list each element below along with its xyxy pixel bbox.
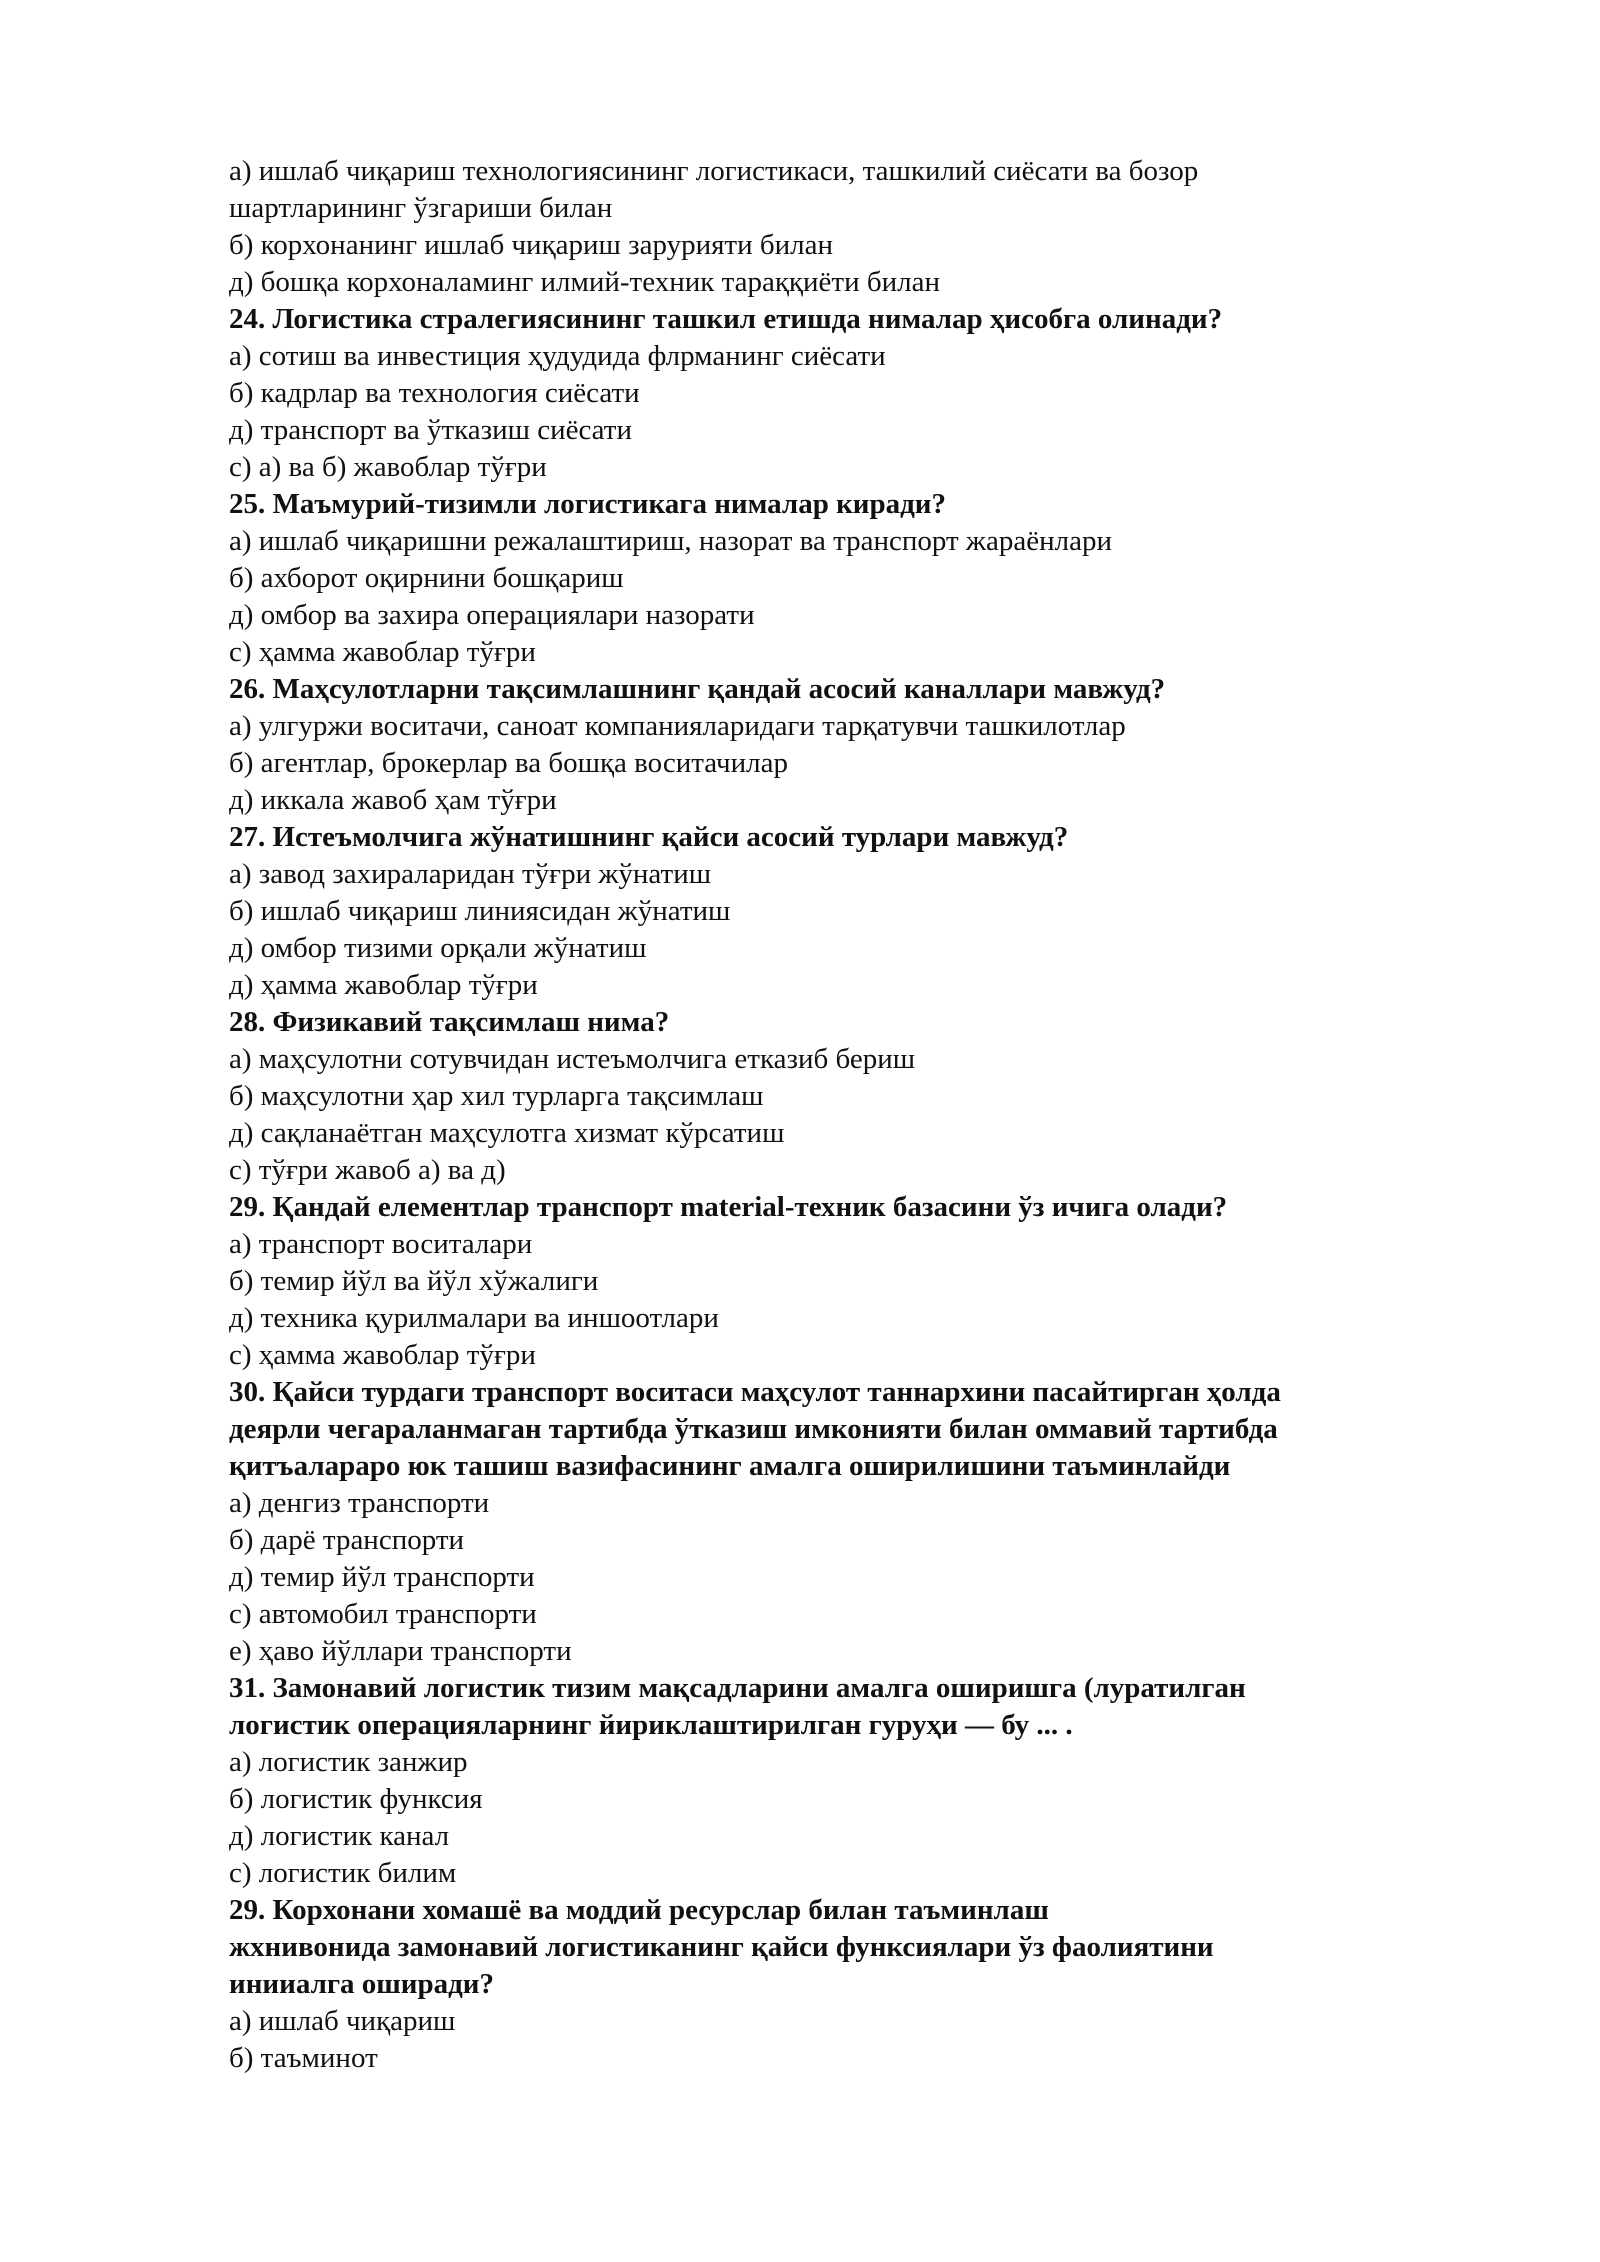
answer-option [229, 893, 1429, 930]
question-block [229, 301, 1429, 338]
question-block [229, 1189, 1429, 1226]
answer-option [229, 1115, 1429, 1152]
question-text-line: 25. Маъмурий-тизимли логистикага нималар киради? [229, 488, 946, 520]
question-block [229, 1004, 1429, 1041]
answer-option [229, 708, 1429, 745]
question-block [229, 486, 1429, 523]
question-text-line: деярли чегараланмаган тартибда ўтказиш имконияти билан оммавий тартибда [229, 1413, 1278, 1445]
answer-text-line: д) ҳамма жавоблар тўғри [229, 969, 538, 1001]
answer-text-line: с) логистик билим [229, 1857, 457, 1889]
answer-text-line: е) ҳаво йўллари транспорти [229, 1635, 572, 1667]
answer-option [229, 2003, 1429, 2040]
answer-text-line: б) агентлар, брокерлар ва бошқа воситачилар [229, 747, 788, 779]
answer-option [229, 1855, 1429, 1892]
question-text-line: 26. Маҳсулотларни тақсимлашнинг қандай асосий каналлари мавжуд? [229, 673, 1166, 705]
answer-option [229, 1263, 1429, 1300]
answer-text-line: а) ишлаб чиқариш [229, 2005, 456, 2037]
answer-text-line: д) сақланаётган маҳсулотга хизмат кўрсатиш [229, 1117, 785, 1149]
answer-option [229, 856, 1429, 893]
answer-text-line: б) маҳсулотни ҳар хил турларга тақсимлаш [229, 1080, 764, 1112]
question-block [229, 1892, 1429, 2003]
answer-option [229, 153, 1429, 227]
answer-text-line: б) ишлаб чиқариш линиясидан жўнатиш [229, 895, 731, 927]
answer-option [229, 634, 1429, 671]
question-text-line: қитъалараро юк ташиш вазифасининг амалга оширилишини таъминлайди [229, 1450, 1231, 1482]
answer-option [229, 1226, 1429, 1263]
question-text-line: 29. Қандай елементлар транспорт material-техник базасини ўз ичига олади? [229, 1191, 1228, 1223]
answer-option [229, 1559, 1429, 1596]
answer-text-line: б) дарё транспорти [229, 1524, 465, 1556]
answer-text-line: с) ҳамма жавоблар тўғри [229, 636, 536, 668]
question-text-line: 24. Логистика стралегиясининг ташкил етишда нималар ҳисобга олинади? [229, 303, 1223, 335]
answer-option [229, 523, 1429, 560]
answer-text-line: а) транспорт воситалари [229, 1228, 533, 1260]
question-text-line: 27. Истеъмолчига жўнатишнинг қайси асосий турлари мавжуд? [229, 821, 1069, 853]
question-text-line: 30. Қайси турдаги транспорт воситаси маҳсулот таннархини пасайтирган ҳолда [229, 1376, 1281, 1408]
answer-text-line: а) логистик занжир [229, 1746, 468, 1778]
answer-option [229, 2040, 1429, 2077]
question-text-line: логистик операцияларнинг йириклаштирилган гуруҳи — бу ... . [229, 1709, 1073, 1741]
answer-option [229, 560, 1429, 597]
answer-option [229, 597, 1429, 634]
answer-option [229, 412, 1429, 449]
answer-text-line: б) ахборот оқирнини бошқариш [229, 562, 624, 594]
answer-text-line: с) тўғри жавоб а) ва д) [229, 1154, 506, 1186]
answer-option [229, 1633, 1429, 1670]
answer-text-line: шартларининг ўзгариши билан [229, 192, 613, 224]
answer-option [229, 449, 1429, 486]
answer-text-line: б) логистик функсия [229, 1783, 483, 1815]
question-block [229, 1374, 1429, 1485]
answer-text-line: д) омбор ва захира операциялари назорати [229, 599, 755, 631]
answer-text-line: с) автомобил транспорти [229, 1598, 537, 1630]
answer-text-line: с) ҳамма жавоблар тўғри [229, 1339, 536, 1371]
answer-option [229, 1337, 1429, 1374]
answer-option [229, 1596, 1429, 1633]
answer-text-line: а) улгуржи воситачи, саноат компанияларидаги тарқатувчи ташкилотлар [229, 710, 1126, 742]
question-block [229, 671, 1429, 708]
question-block [229, 1670, 1429, 1744]
answer-text-line: д) омбор тизими орқали жўнатиш [229, 932, 647, 964]
answer-option [229, 782, 1429, 819]
answer-option [229, 1152, 1429, 1189]
answer-option [229, 745, 1429, 782]
answer-text-line: б) кадрлар ва технология сиёсати [229, 377, 640, 409]
answer-text-line: а) завод захираларидан тўғри жўнатиш [229, 858, 712, 890]
answer-option [229, 338, 1429, 375]
answer-option [229, 264, 1429, 301]
answer-text-line: а) ишлаб чиқаришни режалаштириш, назорат ва транспорт жараёнлари [229, 525, 1112, 557]
question-text-line: жхнивонида замонавий логистиканинг қайси функсиялари ўз фаолиятини [229, 1931, 1214, 1963]
answer-text-line: а) маҳсулотни сотувчидан истеъмолчига етказиб бериш [229, 1043, 916, 1075]
answer-option [229, 1485, 1429, 1522]
answer-text-line: а) денгиз транспорти [229, 1487, 490, 1519]
answer-text-line: а) ишлаб чиқариш технологиясининг логистикаси, ташкилий сиёсати ва бозор [229, 155, 1199, 187]
question-text-line: 28. Физикавий тақсимлаш нима? [229, 1006, 670, 1038]
answer-option [229, 227, 1429, 264]
answer-option [229, 1078, 1429, 1115]
answer-text-line: д) темир йўл транспорти [229, 1561, 535, 1593]
answer-option [229, 1744, 1429, 1781]
question-text-line: инииалга оширади? [229, 1968, 494, 2000]
answer-option [229, 930, 1429, 967]
answer-option [229, 1781, 1429, 1818]
answer-text-line: д) техника қурилмалари ва иншоотлари [229, 1302, 719, 1334]
answer-option [229, 1300, 1429, 1337]
question-text-line: 31. Замонавий логистик тизим мақсадларини амалга оширишга (луратилган [229, 1672, 1246, 1704]
answer-option [229, 1522, 1429, 1559]
answer-text-line: д) иккала жавоб ҳам тўғри [229, 784, 557, 816]
answer-text-line: б) темир йўл ва йўл хўжалиги [229, 1265, 599, 1297]
answer-text-line: б) корхонанинг ишлаб чиқариш зарурияти билан [229, 229, 834, 261]
answer-option [229, 1041, 1429, 1078]
answer-option [229, 967, 1429, 1004]
answer-text-line: д) логистик канал [229, 1820, 450, 1852]
answer-option [229, 1818, 1429, 1855]
question-text-line: 29. Корхонани хомашё ва моддий ресурслар билан таъминлаш [229, 1894, 1049, 1926]
question-block [229, 819, 1429, 856]
answer-text-line: д) транспорт ва ўтказиш сиёсати [229, 414, 632, 446]
document-body [229, 153, 1429, 2077]
answer-text-line: а) сотиш ва инвестиция ҳудудида флрманинг сиёсати [229, 340, 886, 372]
answer-text-line: с) а) ва б) жавоблар тўғри [229, 451, 547, 483]
answer-option [229, 375, 1429, 412]
answer-text-line: б) таъминот [229, 2042, 378, 2074]
answer-text-line: д) бошқа корхоналаминг илмий-техник тараққиёти билан [229, 266, 940, 298]
